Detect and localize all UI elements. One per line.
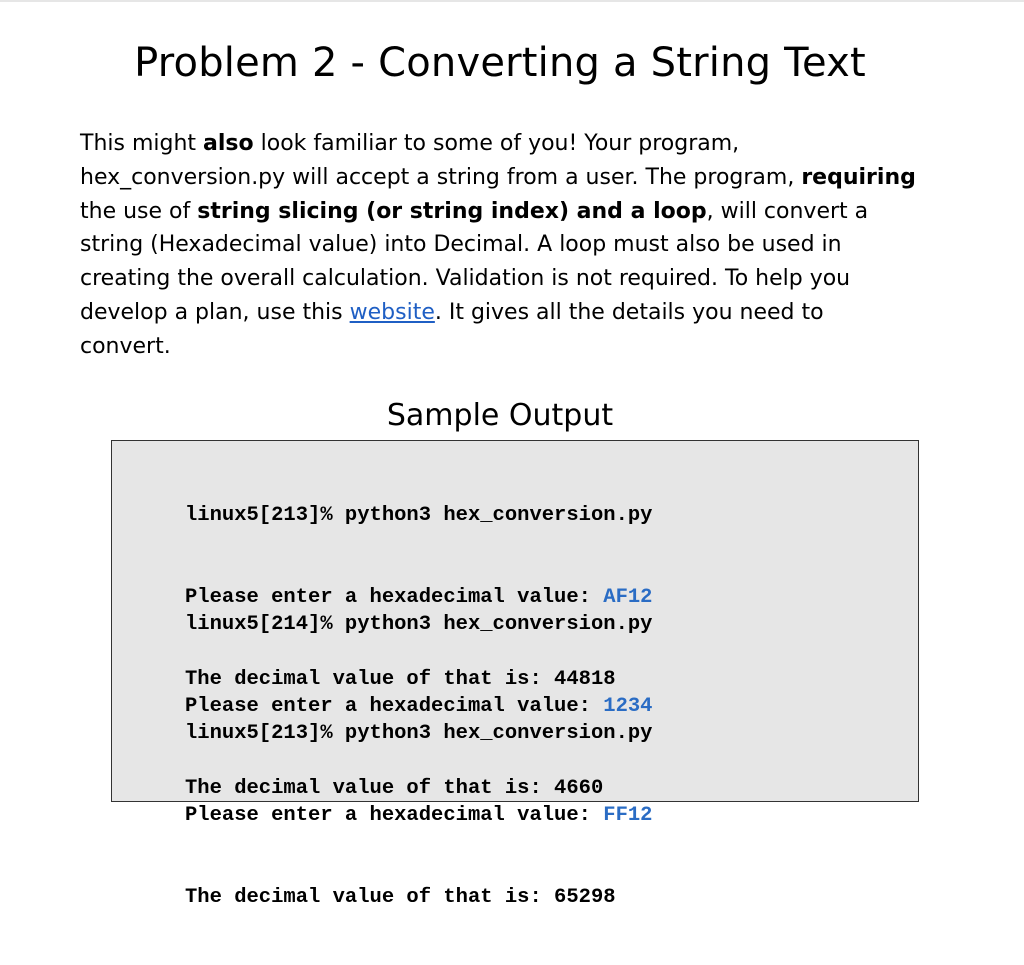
problem-description [80,127,920,364]
prompt-text: Please enter a hexadecimal value: [185,586,604,609]
bold-text: string slicing (or string index) and a loop [197,198,707,224]
prompt-text: Please enter a hexadecimal value: [185,804,604,827]
user-input-value: 1234 [603,695,653,718]
page-title: Problem 2 - Converting a String Text [134,40,866,86]
website-link[interactable]: website [349,299,435,325]
result-line: The decimal value of that is: 4660 [185,776,604,800]
user-input-value: AF12 [603,586,653,609]
text-run: , will convert a string (Hexadecimal value) into Decimal. A loop must also be used in creating the overall calculation. Validation is not required. To help you develop a plan, use this [80,198,869,325]
terminal-output-box [111,440,919,909]
text-run: the use of [80,198,198,224]
result-line: The decimal value of that is: 65298 [185,885,616,909]
prompt-line [185,802,653,829]
terminal-run [185,666,653,965]
bold-text: requiring [801,164,916,190]
top-divider [0,0,1024,2]
command-line: linux5[213]% python3 hex_conversion.py [185,722,653,746]
text-run: This might [80,131,204,156]
command-line: linux5[213]% python3 hex_conversion.py [185,504,653,528]
text-run: . It gives all the details you need to convert. [80,299,824,359]
sample-output-heading: Sample Output [386,398,614,433]
text-run: look familiar to some of you! Your program, hex_conversion.py will accept a string from a user. The program, [80,131,802,190]
user-input-value: FF12 [603,804,653,827]
bold-text: also [203,131,254,156]
result-line: The decimal value of that is: 44818 [185,667,616,691]
command-line: linux5[214]% python3 hex_conversion.py [185,613,653,637]
prompt-text: Please enter a hexadecimal value: [185,695,604,718]
